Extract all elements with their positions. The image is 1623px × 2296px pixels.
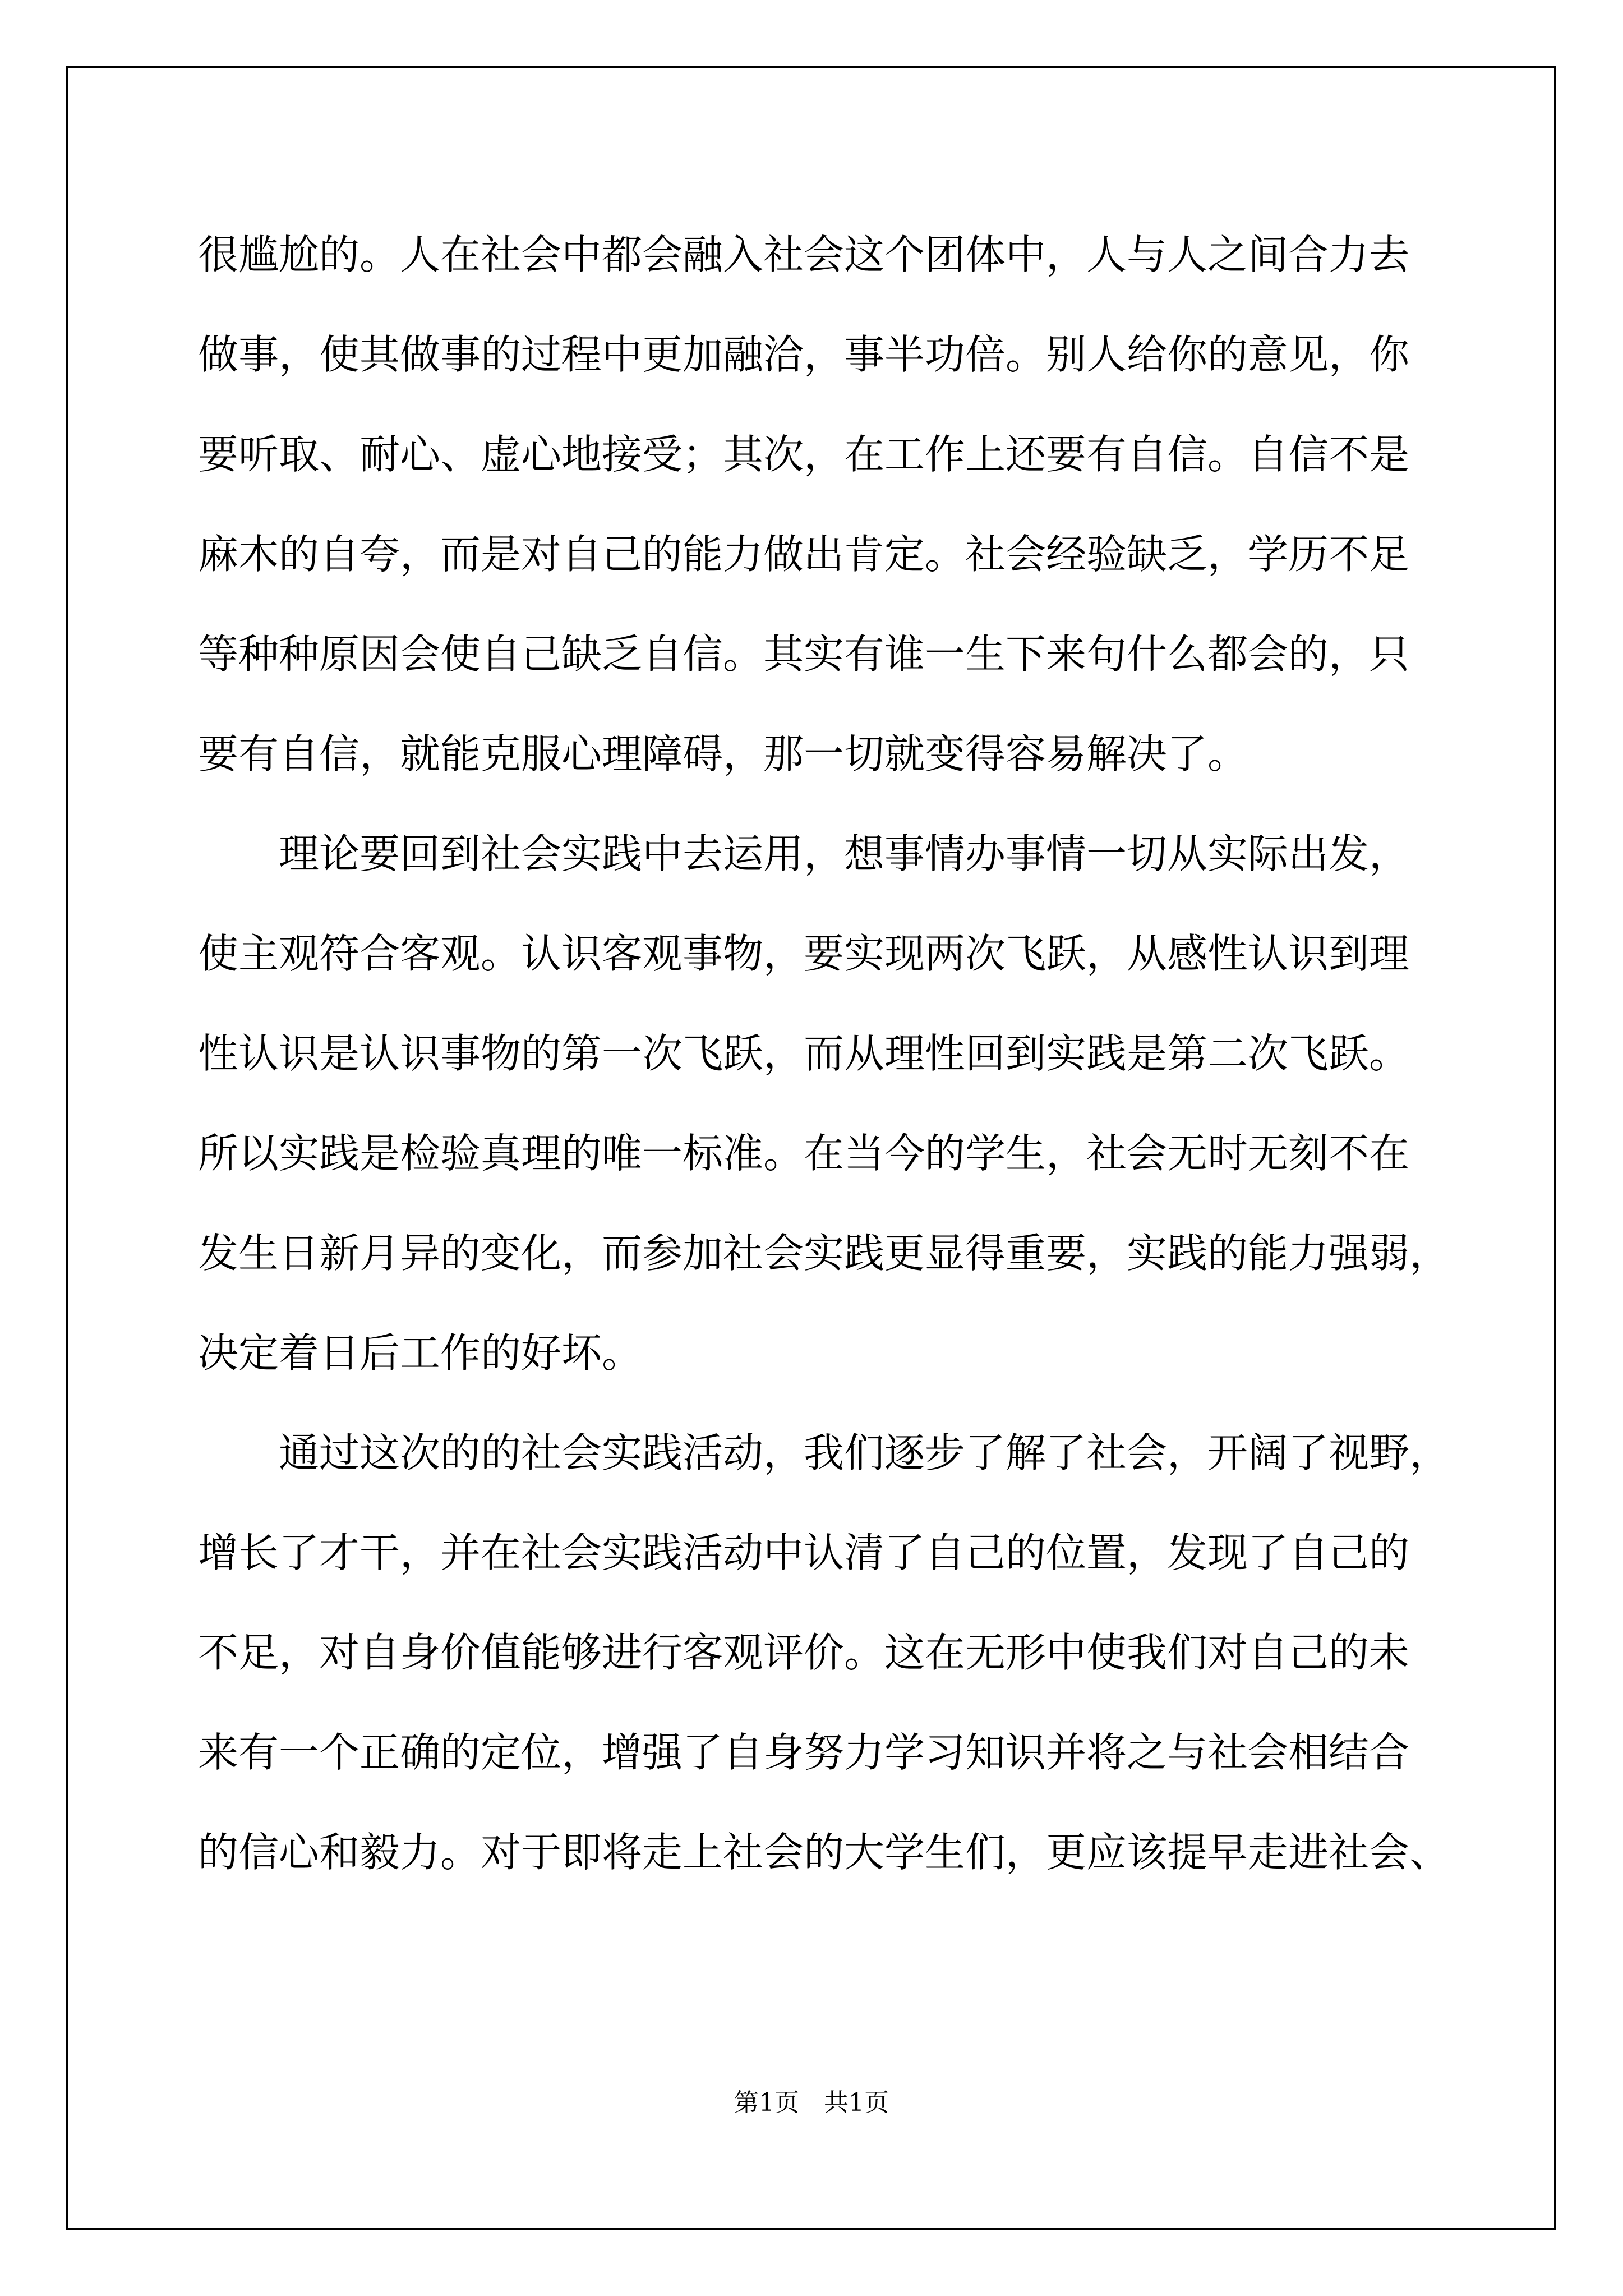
text-line: 很尴尬的。人在社会中都会融入社会这个团体中，人与人之间合力去 [198,231,1410,278]
text-line: 要听取、耐心、虚心地接受；其次，在工作上还要有自信。自信不是 [198,431,1410,478]
paragraph-start-line: 理论要回到社会实践中去运用，想事情办事情一切从实际出发， [279,830,1410,877]
page-number: 第1页 [734,2088,799,2117]
text-line: 不足，对自身价值能够进行客观评价。这在无形中使我们对自己的未 [198,1629,1410,1676]
text-line: 所以实践是检验真理的唯一标准。在当今的学生，社会无时无刻不在 [198,1130,1410,1177]
text-line: 决定着日后工作的好坏。 [198,1329,643,1377]
text-line: 增长了才干，并在社会实践活动中认清了自己的位置，发现了自己的 [198,1529,1410,1576]
text-line: 做事，使其做事的过程中更加融洽，事半功倍。别人给你的意见，你 [198,331,1410,378]
text-line: 要有自信，就能克服心理障碍，那一切就变得容易解决了。 [198,730,1248,777]
text-line: 来有一个正确的定位，增强了自身努力学习知识并将之与社会相结合 [198,1729,1410,1776]
text-line: 性认识是认识事物的第一次飞跃，而从理性回到实践是第二次飞跃。 [198,1030,1410,1077]
text-line: 使主观符合客观。认识客观事物，要实现两次飞跃，从感性认识到理 [198,930,1410,977]
page-total: 共1页 [824,2088,889,2117]
text-line: 的信心和毅力。对于即将走上社会的大学生们，更应该提早走进社会、 [198,1829,1450,1876]
text-line: 发生日新月异的变化，而参加社会实践更显得重要，实践的能力强弱， [198,1230,1450,1277]
page-footer [0,2082,1623,2118]
document-body [198,205,1450,1902]
paragraph-start-line: 通过这次的的社会实践活动，我们逐步了解了社会，开阔了视野， [279,1429,1450,1476]
text-line: 等种种原因会使自己缺乏自信。其实有谁一生下来句什么都会的，只 [198,631,1410,678]
text-line: 麻木的自夸，而是对自己的能力做出肯定。社会经验缺乏，学历不足 [198,531,1410,578]
